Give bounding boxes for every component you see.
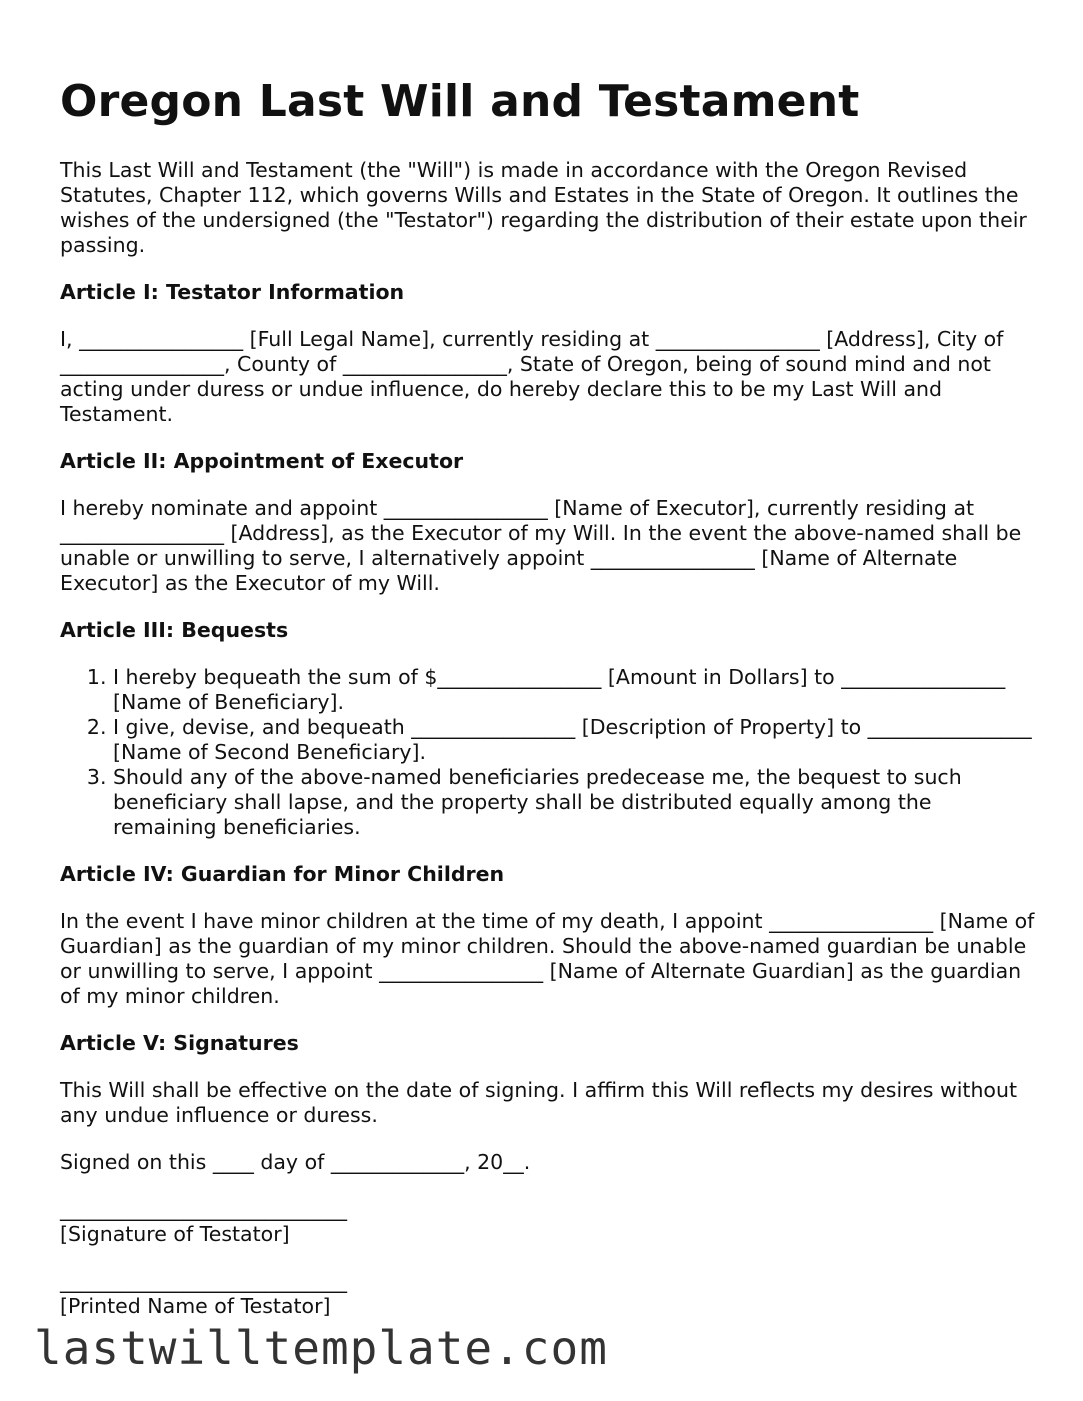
signed-on-line: Signed on this ____ day of _____________, 20__. — [60, 1150, 531, 1174]
bequests-list — [60, 665, 1035, 840]
article-4-heading: Article IV: Guardian for Minor Children — [60, 862, 505, 886]
article-3-heading: Article III: Bequests — [60, 618, 289, 642]
printed-name-label: [Printed Name of Testator] — [60, 1294, 331, 1318]
article-4-text: In the event I have minor children at the time of my death, I appoint ________________ [Name of Guardian] as the guardian of my minor children. Should the above-named guardian be unable or unwilling to serve, I appoint ________________ [Name of Alternate Guardian] as the guardian of my minor children. — [60, 909, 1035, 1008]
bequest-item-2: 2. I give, devise, and bequeath ________________ [Description of Property] to ________________ [Name of Second Beneficiary]. — [113, 715, 1035, 765]
article-1-heading: Article I: Testator Information — [60, 280, 405, 304]
signature-block — [60, 1197, 1035, 1247]
bequest-item-1: 1. I hereby bequeath the sum of $________________ [Amount in Dollars] to ________________ [Name of Beneficiary]. — [113, 665, 1035, 715]
printed-name-blank-line: ____________________________ — [60, 1269, 347, 1293]
document-title: Oregon Last Will and Testament — [60, 76, 860, 127]
signature-label: [Signature of Testator] — [60, 1222, 290, 1246]
printed-name-block — [60, 1269, 1035, 1319]
article-1-text: I, ________________ [Full Legal Name], currently residing at ________________ [Address], City of ________________, County of ________________, State of Oregon, being of sound mind and not acting under duress or undue influence, do hereby declare this to be my Last Will and Testament. — [60, 327, 1004, 426]
article-5-heading: Article V: Signatures — [60, 1031, 299, 1055]
article-2-text: I hereby nominate and appoint ________________ [Name of Executor], currently residing at ________________ [Address], as the Executor of my Will. In the event the above-named shall be unable or unwilling to serve, I alternatively appoint ________________ [Name of Alternate Executor] as the Executor of my Will. — [60, 496, 1022, 595]
article-2-heading: Article II: Appointment of Executor — [60, 449, 464, 473]
article-5-text: This Will shall be effective on the date of signing. I affirm this Will reflects my desires without any undue influence or duress. — [60, 1078, 1018, 1127]
intro-paragraph: This Last Will and Testament (the "Will") is made in accordance with the Oregon Revised Statutes, Chapter 112, which governs Wills and Estates in the State of Oregon. It outlines the wishes of the undersigned (the "Testator") regarding the distribution of their estate upon their passing. — [60, 158, 1027, 257]
document-page — [60, 74, 1035, 1341]
watermark-text: lastwilltemplate.com — [34, 1321, 608, 1375]
bequest-item-3: 3. Should any of the above-named beneficiaries predecease me, the bequest to such beneficiary shall lapse, and the property shall be distributed equally among the remaining beneficiaries. — [113, 765, 1035, 840]
signature-blank-line: ____________________________ — [60, 1197, 347, 1221]
